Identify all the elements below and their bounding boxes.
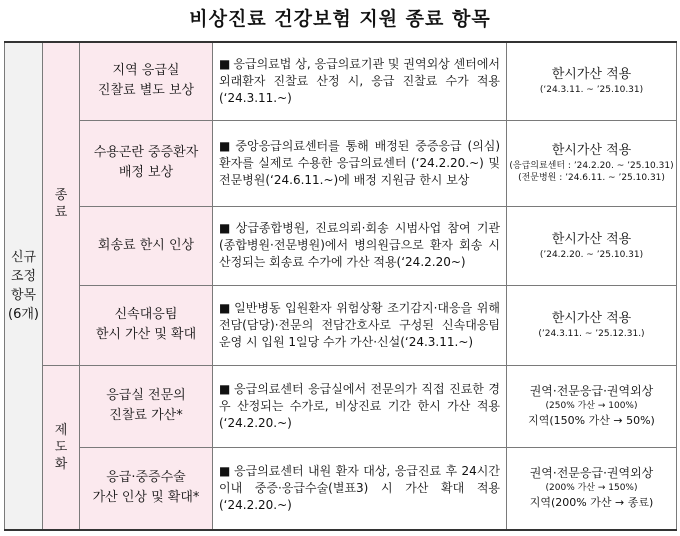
bullet-icon: ■ bbox=[219, 300, 232, 315]
category-institution-label: 제 도 화 bbox=[54, 422, 68, 472]
apply-main: 권역·전문응급·권역외상 bbox=[529, 384, 654, 398]
table-row bbox=[5, 365, 677, 447]
item-label: 응급·중증수술 가산 인상 및 확대* bbox=[92, 470, 200, 506]
bullet-icon: ■ bbox=[219, 381, 232, 396]
description-text: 일반병동 입원환자 위험상황 조기감지·대응을 위해 전담(담당)·전문의 전담간호사로 구성된 신속대응팀 운영 시 입원 1일당 수가 가산·신설(‘24.3.11.~) bbox=[219, 300, 500, 349]
table-row bbox=[5, 42, 677, 120]
description-cell bbox=[213, 42, 507, 120]
apply-detail: (200% 가산 → 150%) bbox=[545, 483, 638, 494]
item-cell bbox=[80, 42, 213, 120]
apply-cell bbox=[507, 42, 677, 120]
item-label: 신속대응팀 한시 가산 및 확대 bbox=[95, 307, 197, 342]
description-cell bbox=[213, 365, 507, 447]
apply-period: (’24.2.20. ~ ’25.10.31) bbox=[539, 249, 644, 260]
bullet-icon: ■ bbox=[219, 463, 231, 478]
apply-cell bbox=[507, 447, 677, 530]
apply-main: 한시가산 적용 bbox=[551, 231, 632, 247]
apply-detail: 지역(200% 가산 → 종료) bbox=[529, 496, 654, 510]
item-label: 수용곤란 중증환자 배정 보상 bbox=[93, 145, 199, 180]
apply-cell bbox=[507, 285, 677, 365]
apply-cell bbox=[507, 365, 677, 447]
page-title: 비상진료 건강보험 지원 종료 항목 bbox=[189, 8, 491, 30]
category-institution-cell bbox=[43, 365, 80, 530]
apply-main: 한시가산 적용 bbox=[551, 311, 632, 326]
apply-main: 한시가산 적용 bbox=[551, 67, 632, 83]
apply-detail: (250% 가산 → 100%) bbox=[545, 401, 638, 411]
apply-period: (전문병원 : ’24.6.11. ~ ’25.10.31) bbox=[518, 173, 665, 183]
apply-period: (응급의료센터 : ’24.2.20. ~ ’25.10.31) bbox=[509, 161, 674, 171]
item-cell bbox=[80, 447, 213, 530]
description-text: 중앙응급의료센터를 통해 배정된 중증응급 (의심)환자를 실제로 수용한 응급의료센터 (‘24.2.20.~) 및 전문병원(‘24.6.11.~)에 배정 지원금 한시 보상 bbox=[219, 138, 501, 187]
bullet-icon: ■ bbox=[219, 221, 233, 235]
description-text: 응급의료법 상, 응급의료기관 및 권역외상 센터에서 외래환자 진찰료 산정 시, 응급 진찰료 수가 적용(‘24.3.11.~) bbox=[219, 56, 501, 105]
item-label: 회송료 한시 인상 bbox=[97, 237, 195, 253]
description-text: 상급종합병원, 진료의뢰·회송 시범사업 참여 기관(종합병원·전문병원)에서 병의원급으로 환자 회송 시 산정되는 회송료 수가에 가산 적용(‘24.2.20~) bbox=[219, 221, 501, 269]
summary-table bbox=[4, 41, 677, 531]
description-text: 응급의료센터 응급실에서 전문의가 직접 진료한 경우 산정되는 수가로, 비상진료 기간 한시 가산 적용(‘24.2.20.~) bbox=[219, 381, 500, 430]
apply-detail: 지역(150% 가산 → 50%) bbox=[528, 414, 655, 427]
apply-cell bbox=[507, 206, 677, 285]
description-cell bbox=[213, 206, 507, 285]
table-row bbox=[5, 120, 677, 206]
apply-period: (’24.3.11. ~ ’25.12.31.) bbox=[538, 329, 645, 339]
description-text: 응급의료센터 내원 환자 대상, 응급진료 후 24시간 이내 중증·응급수술(별표3) 시 가산 확대 적용(‘24.2.20.~) bbox=[219, 463, 500, 512]
apply-period: (‘24.3.11. ~ ’25.10.31) bbox=[539, 85, 644, 96]
table-row bbox=[5, 206, 677, 285]
apply-main: 권역·전문응급·권역외상 bbox=[529, 466, 654, 481]
group-label-cell bbox=[5, 42, 43, 530]
category-end-label: 종 료 bbox=[54, 187, 68, 220]
table-row bbox=[5, 447, 677, 530]
table-row bbox=[5, 285, 677, 365]
description-cell bbox=[213, 120, 507, 206]
item-label: 지역 응급실 진찰료 별도 보상 bbox=[97, 63, 195, 99]
item-cell bbox=[80, 285, 213, 365]
description-cell bbox=[213, 447, 507, 530]
item-cell bbox=[80, 365, 213, 447]
bullet-icon: ■ bbox=[219, 56, 231, 71]
apply-main: 한시가산 적용 bbox=[551, 143, 632, 158]
group-label: 신규 조정 항목 (6개) bbox=[8, 250, 39, 322]
item-label: 응급실 전문의 진찰료 가산* bbox=[106, 388, 186, 423]
bullet-icon: ■ bbox=[219, 138, 233, 153]
apply-cell bbox=[507, 120, 677, 206]
category-end-cell bbox=[43, 42, 80, 365]
item-cell bbox=[80, 206, 213, 285]
item-cell bbox=[80, 120, 213, 206]
description-cell bbox=[213, 285, 507, 365]
